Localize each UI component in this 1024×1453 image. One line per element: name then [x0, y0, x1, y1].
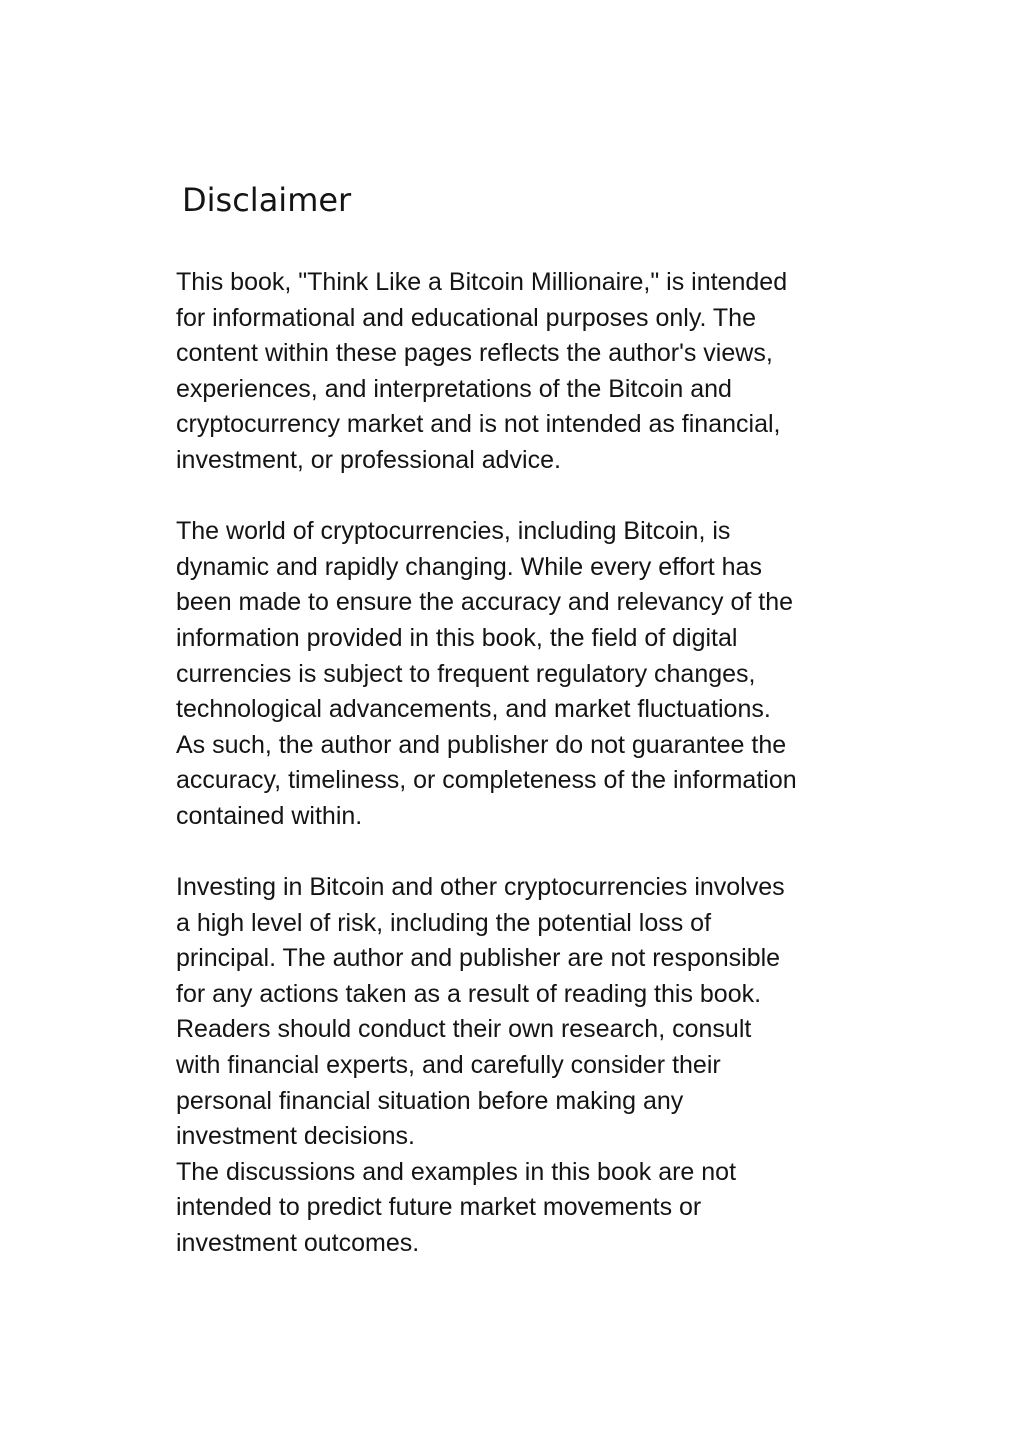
text-line: experiences, and interpretations of the Bitcoin and — [176, 374, 732, 403]
text-line: content within these pages reflects the author's views, — [176, 339, 773, 368]
text-line: personal financial situation before making any — [176, 1086, 684, 1115]
text-line: technological advancements, and market fluctuations. — [176, 695, 771, 724]
text-line: a high level of risk, including the potential loss of — [176, 908, 712, 937]
text-line: cryptocurrency market and is not intended as financial, — [176, 410, 781, 439]
paragraph-spacer — [176, 835, 876, 871]
text-line: been made to ensure the accuracy and relevancy of the — [176, 588, 794, 617]
text-line: This book, "Think Like a Bitcoin Millionaire," is intended — [176, 268, 788, 296]
text-line: currencies is subject to frequent regulatory changes, — [176, 659, 756, 688]
text-line: As such, the author and publisher do not guarantee the — [176, 730, 787, 759]
paragraph-1 — [176, 265, 876, 479]
text-line: for informational and educational purposes only. The — [176, 303, 756, 332]
paragraph-2 — [176, 514, 876, 834]
text-line: Investing in Bitcoin and other cryptocurrencies involves — [176, 873, 785, 902]
text-line: intended to predict future market movements or — [176, 1193, 702, 1222]
text-line: dynamic and rapidly changing. While every effort has — [176, 552, 762, 581]
text-line: accuracy, timeliness, or completeness of the information — [176, 766, 797, 795]
disclaimer-body — [176, 265, 876, 1262]
text-line: principal. The author and publisher are not responsible — [176, 944, 781, 973]
page-title: Disclaimer — [182, 181, 352, 219]
text-line: investment, or professional advice. — [176, 445, 561, 474]
paragraph-4 — [176, 1155, 876, 1262]
text-line: information provided in this book, the field of digital — [176, 623, 738, 652]
text-line: The discussions and examples in this book are not — [176, 1157, 737, 1186]
text-line: The world of cryptocurrencies, including Bitcoin, is — [176, 517, 731, 546]
text-line: investment decisions. — [176, 1122, 416, 1151]
text-line: for any actions taken as a result of reading this book. — [176, 979, 762, 1008]
text-line: Readers should conduct their own research, consult — [176, 1015, 752, 1044]
text-line: investment outcomes. — [176, 1229, 420, 1258]
text-line: contained within. — [176, 801, 363, 830]
paragraph-spacer — [176, 479, 876, 515]
text-line: with financial experts, and carefully consider their — [176, 1051, 721, 1080]
paragraph-3 — [176, 870, 876, 1155]
